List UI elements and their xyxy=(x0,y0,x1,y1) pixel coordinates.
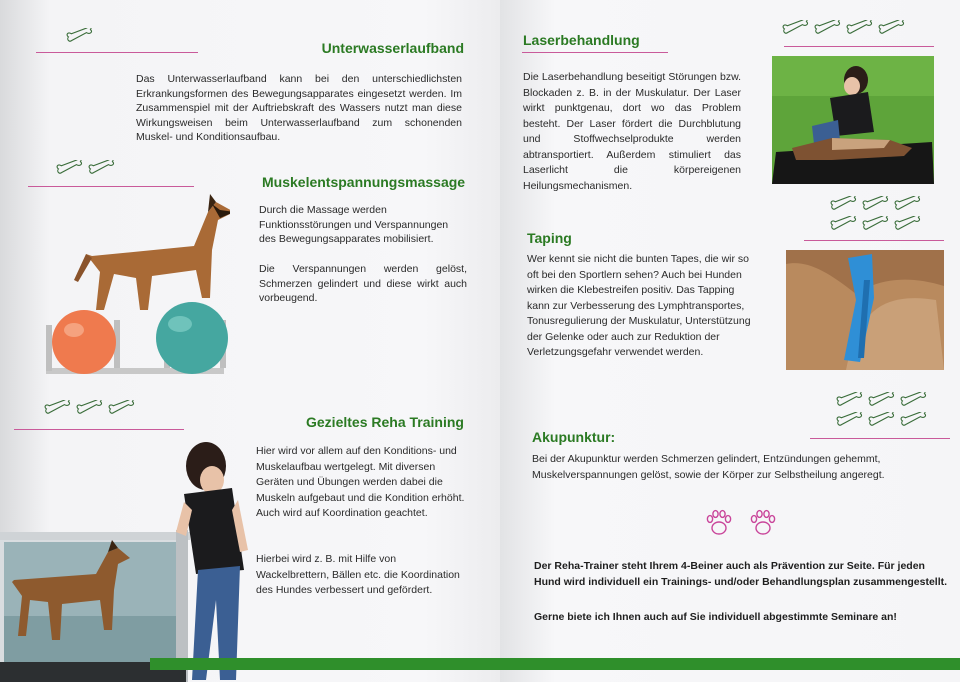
divider xyxy=(522,52,668,53)
bone-icon xyxy=(66,28,94,44)
section-text-massage-1: Durch die Massage werden Funktionsstörungen und Verspannungen des Bewegungsapparates mobilisiert. xyxy=(259,204,449,245)
section-text-unterwasser: Das Unterwasserlaufband kann bei den unterschiedlichsten Erkrankungsformen des Bewegungsapparates eingesetzt werden. Im Zusammenspiel mit der Auftriebskraft des Wassers nutzt man diese Wirkungsweisen beim Unterwasserlaufband zum schonenden Muskel- und Konditionsaufbau. xyxy=(136,73,462,143)
section-title-training: Gezieltes Reha Training xyxy=(306,414,464,430)
section-text-taping: Wer kennt sie nicht die bunten Tapes, die wir so oft bei den Sportlern sehen? Auch bei Hunden wirken die Klebestreifen positiv. Das Tapping kann zur Verbesserung des Lymphtransportes, Tonusregulierung der Muskulatur, Unterstützung der Gelenke oder auch zur Reduktion der Verletzungsgefahr verwendet werden. xyxy=(527,253,751,358)
treadmill-photo xyxy=(0,440,250,682)
section-title-taping: Taping xyxy=(527,230,572,246)
footer-bar xyxy=(150,658,500,670)
bone-icon xyxy=(836,392,864,408)
section-text-massage-2: Die Verspannungen werden gelöst, Schmerzen gelindert und diese wirkt auch vorbeugend. xyxy=(259,263,467,304)
divider xyxy=(784,46,934,47)
bone-icon xyxy=(894,216,922,232)
section-text-laser: Die Laserbehandlung beseitigt Störungen bzw. Blockaden z. B. in der Muskulatur. Der Laser wirkt punktgenau, dort wo das Problem besteht. Der Laser fördert die Durchblutung und Stoffwechselprodukte werden abtransportiert. Außerdem stimuliert das Laserlicht die körpereigenen Heilungsmechanismen. xyxy=(523,71,741,192)
section-text-training-1: Hier wird vor allem auf den Konditions- und Muskelaufbau wertgelegt. Mit diversen Geräten und Übungen werden dabei die Muskeln aufgebaut und die Kondition erhöht. Auch wird auf Koordination geachtet. xyxy=(256,445,465,519)
bone-icon xyxy=(862,196,890,212)
bone-icons xyxy=(44,400,136,416)
paw-icon xyxy=(748,508,778,538)
closing-text-2: Gerne biete ich Ihnen auch auf Sie individuell abgestimmte Seminare an! xyxy=(534,611,897,623)
bone-icon xyxy=(56,160,84,176)
bone-icon xyxy=(44,400,72,416)
dog-on-balls-photo xyxy=(44,190,230,380)
bone-icons xyxy=(830,196,926,232)
bone-icon xyxy=(868,412,896,428)
paw-icon xyxy=(704,508,734,538)
bone-icon xyxy=(830,216,858,232)
divider xyxy=(804,240,944,241)
bone-icons xyxy=(66,28,94,44)
bone-icons xyxy=(56,160,116,176)
bone-icon xyxy=(108,400,136,416)
bone-icon xyxy=(862,216,890,232)
bone-icon xyxy=(894,196,922,212)
bone-icons xyxy=(782,20,906,36)
divider xyxy=(14,429,184,430)
bone-icon xyxy=(782,20,810,36)
section-text-training-2: Hierbei wird z. B. mit Hilfe von Wackelbrettern, Bällen etc. die Koordination des Hundes verbessert und gefördert. xyxy=(256,553,460,596)
bone-icon xyxy=(830,196,858,212)
closing-text-1: Der Reha-Trainer steht Ihrem 4-Beiner auch als Prävention zur Seite. Für jeden Hund wird individuell ein Trainings- und/oder Behandlungsplan zusammengestellt. xyxy=(534,560,948,588)
bone-icon xyxy=(900,392,928,408)
section-title-massage: Muskelentspannungsmassage xyxy=(262,174,466,190)
section-title-unterwasser: Unterwasserlaufband xyxy=(321,40,464,56)
bone-icons xyxy=(836,392,932,428)
divider xyxy=(28,186,194,187)
bone-icon xyxy=(900,412,928,428)
laser-treatment-photo xyxy=(772,56,934,184)
footer-bar xyxy=(500,658,960,670)
bone-icon xyxy=(88,160,116,176)
bone-icon xyxy=(868,392,896,408)
bone-icon xyxy=(846,20,874,36)
bone-icon xyxy=(878,20,906,36)
paw-icons xyxy=(704,508,778,538)
section-title-akupunktur: Akupunktur: xyxy=(532,429,616,445)
bone-icon xyxy=(76,400,104,416)
taping-photo xyxy=(786,250,944,370)
section-title-laser: Laserbehandlung xyxy=(523,32,640,48)
bone-icon xyxy=(814,20,842,36)
right-page xyxy=(500,0,960,682)
divider xyxy=(810,438,950,439)
section-text-akupunktur: Bei der Akupunktur werden Schmerzen gelindert, Entzündungen gehemmt, Muskelverspannungen gelöst, sowie der Körper zur Selbstheilung angeregt. xyxy=(532,453,885,481)
bone-icon xyxy=(836,412,864,428)
divider xyxy=(36,52,198,53)
